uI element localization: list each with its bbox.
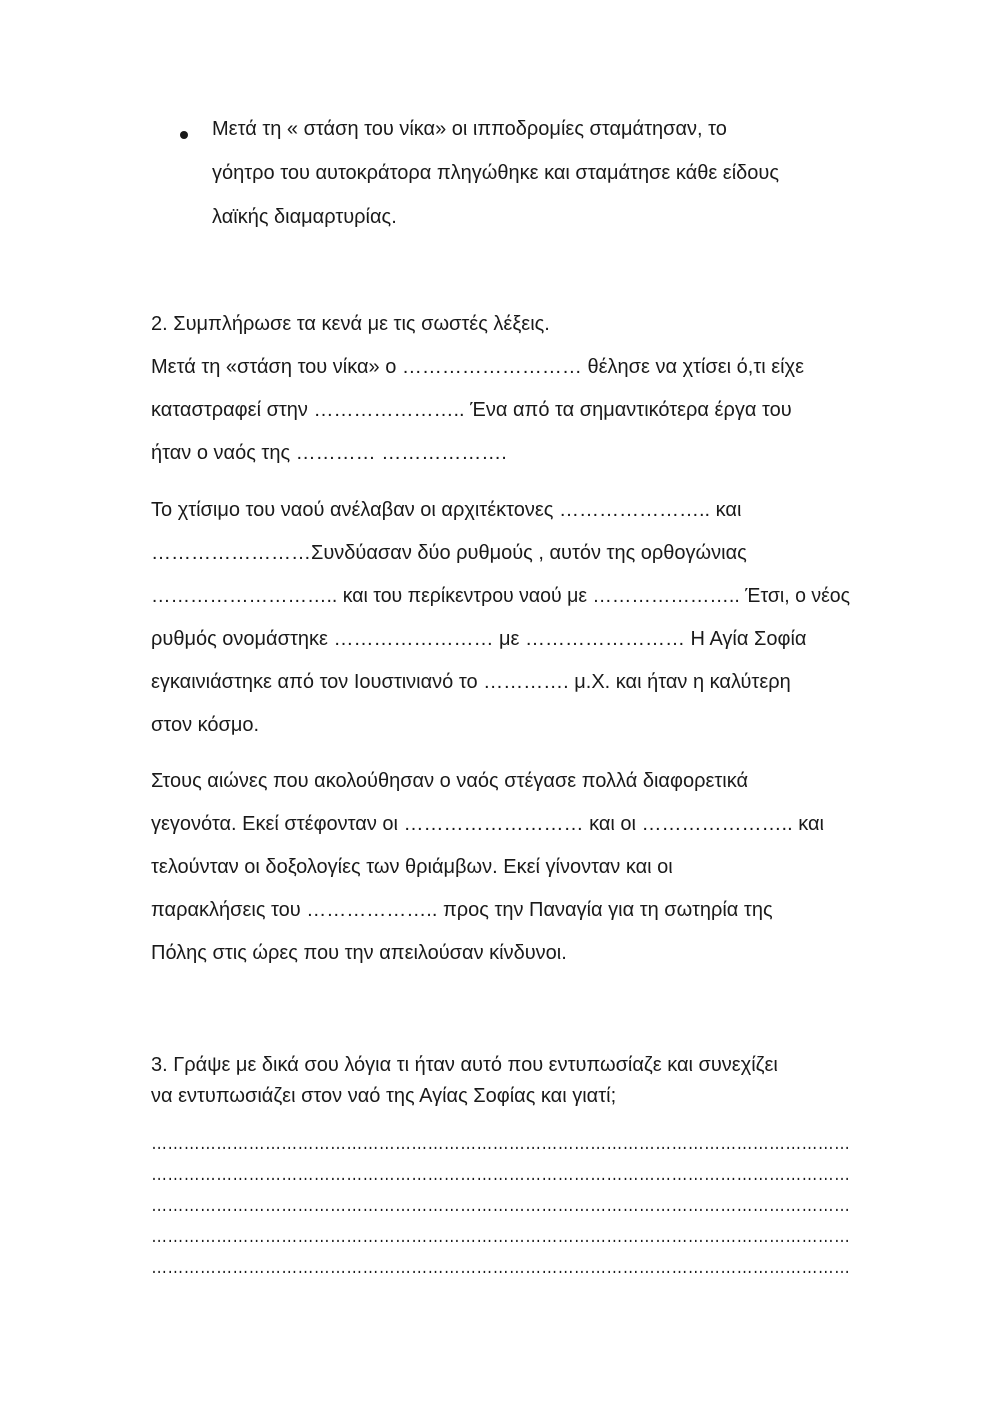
exercise-2-paragraph-1-line: Μετά τη «στάση του νίκα» ο ……………………… θέλησε να χτίσει ό,τι είχε <box>151 356 805 378</box>
exercise-2-paragraph-3-line: γεγονότα. Εκεί στέφονταν οι ……………………… και οι ………………….. και <box>151 813 824 835</box>
exercise-2-paragraph-2-line: εγκαινιάστηκε από τον Ιουστινιανό το …………. μ.Χ. και ήταν η καλύτερη <box>151 671 791 693</box>
bullet-icon <box>180 131 188 139</box>
exercise-2-paragraph-2-line: ……………………Συνδύασαν δύο ρυθμούς , αυτόν της ορθογώνιας <box>151 542 747 564</box>
exercise-2-paragraph-2-line: ……………………….. και του περίκεντρου ναού με ………………….. Έτσι, ο νέος <box>151 585 851 607</box>
exercise-2-paragraph-2-line: ρυθμός ονομάστηκε …………………… με …………………… Η Αγία Σοφία <box>151 628 807 650</box>
bullet-text-line: Μετά τη « στάση του νίκα» οι ιπποδρομίες σταμάτησαν, το <box>212 118 727 140</box>
exercise-3-question-line: να εντυπωσιάζει στον ναό της Αγίας Σοφίας και γιατί; <box>151 1085 617 1107</box>
exercise-2-paragraph-3-line: παρακλήσεις του ……………….. προς την Παναγία για τη σωτηρία της <box>151 899 773 921</box>
exercise-2-paragraph-3-line: τελούνταν οι δοξολογίες των θριάμβων. Εκεί γίνονταν και οι <box>151 856 673 878</box>
exercise-2-paragraph-1-line: καταστραφεί στην ………………….. Ένα από τα σημαντικότερα έργα του <box>151 399 792 421</box>
answer-line[interactable]: ………………………………………………………………………………………………………………… <box>151 1225 851 1247</box>
exercise-2-paragraph-3-line: Πόλης στις ώρες που την απειλούσαν κίνδυνοι. <box>151 942 567 964</box>
exercise-3-question-line: 3. Γράψε με δικά σου λόγια τι ήταν αυτό που εντυπωσίαζε και συνεχίζει <box>151 1054 778 1076</box>
bullet-text-line: γόητρο του αυτοκράτορα πληγώθηκε και σταμάτησε κάθε είδους <box>212 162 779 184</box>
exercise-2-title: 2. Συμπλήρωσε τα κενά με τις σωστές λέξεις. <box>151 313 550 335</box>
answer-line[interactable]: ………………………………………………………………………………………………………………… <box>151 1256 851 1278</box>
exercise-2-paragraph-1-line: ήταν ο ναός της ………… ………………. <box>151 442 507 464</box>
bullet-text-line: λαϊκής διαμαρτυρίας. <box>212 206 397 228</box>
answer-line[interactable]: ………………………………………………………………………………………………………………… <box>151 1132 851 1154</box>
exercise-2-paragraph-3-line: Στους αιώνες που ακολούθησαν ο ναός στέγασε πολλά διαφορετικά <box>151 770 749 792</box>
answer-line[interactable]: ………………………………………………………………………………………………………………… <box>151 1163 851 1185</box>
exercise-2-paragraph-2-line: στον κόσμο. <box>151 714 260 736</box>
exercise-2-paragraph-2-line: Το χτίσιμο του ναού ανέλαβαν οι αρχιτέκτονες ………………….. και <box>151 499 742 521</box>
answer-line[interactable]: ………………………………………………………………………………………………………………… <box>151 1194 851 1216</box>
